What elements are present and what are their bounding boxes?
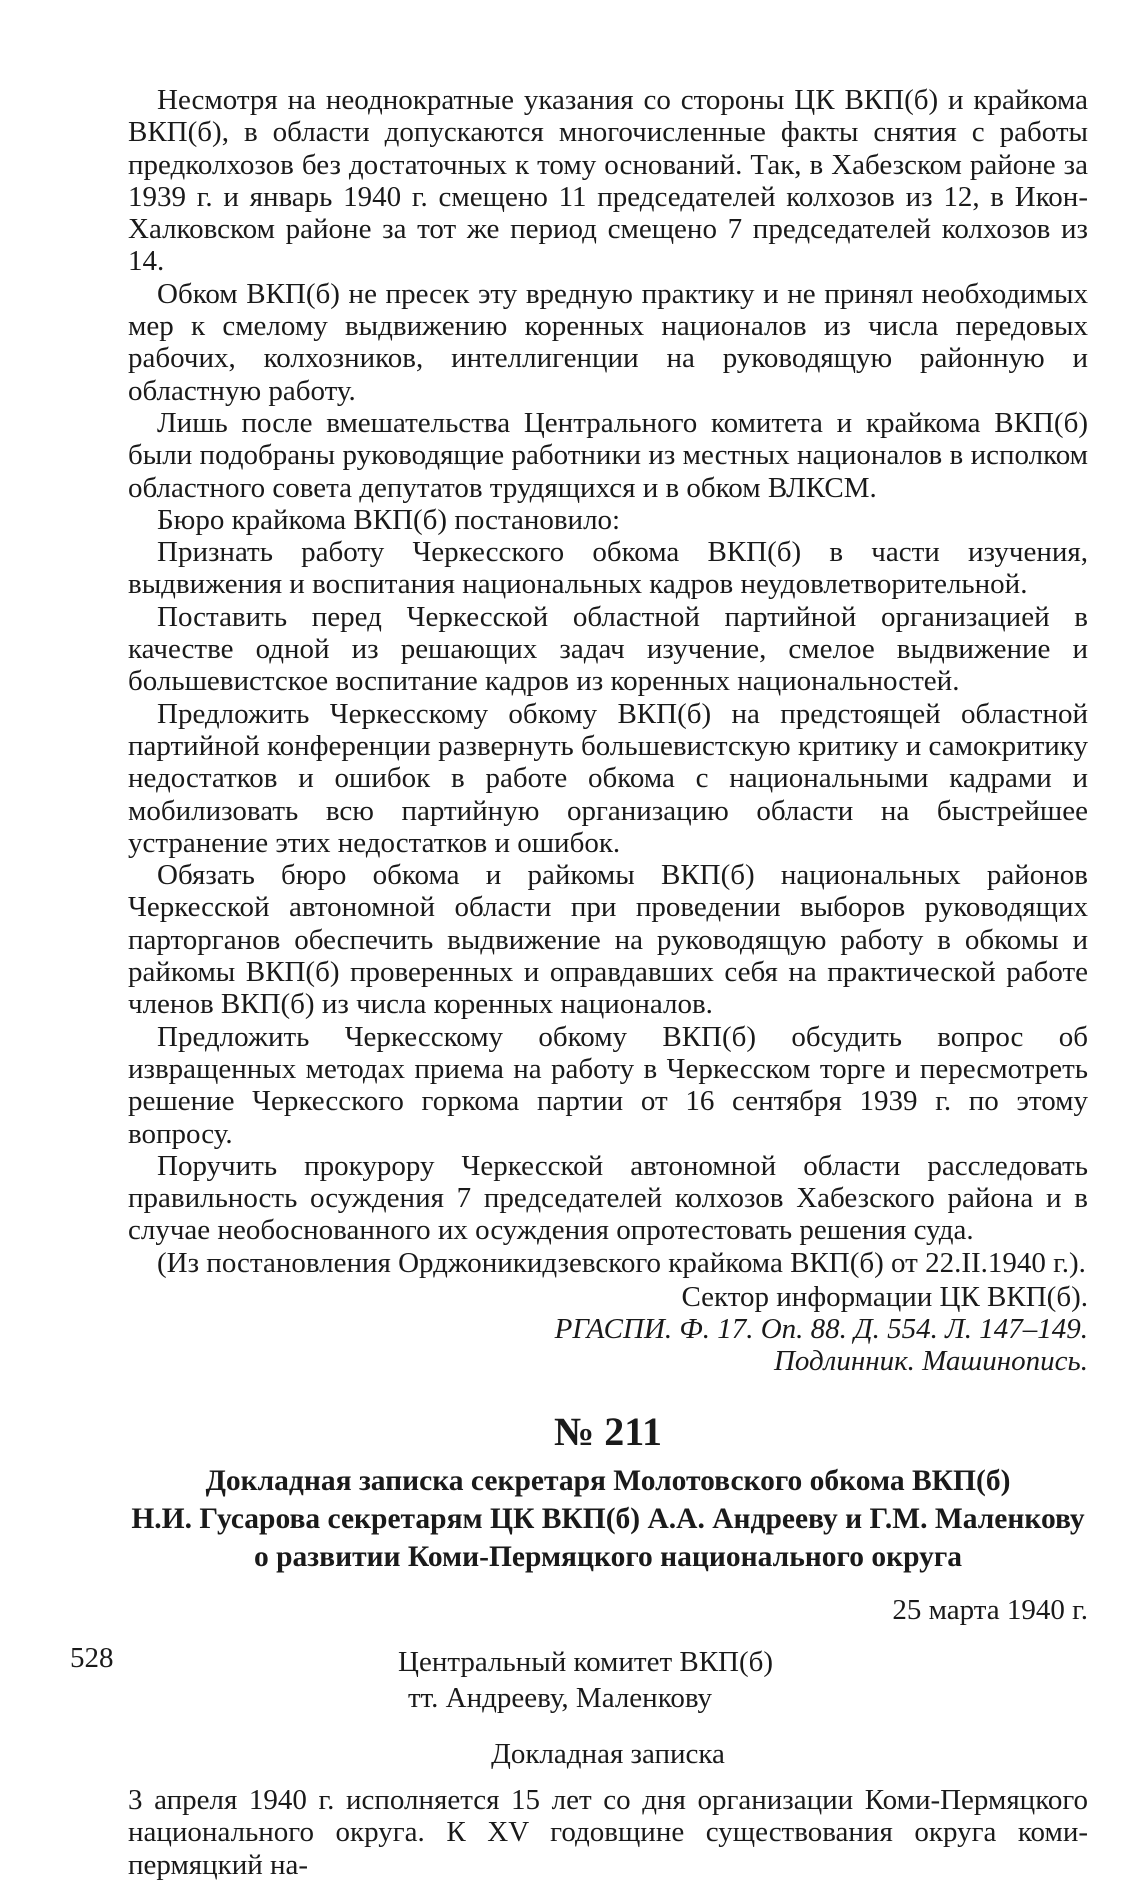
paragraph: Поставить перед Черкесской областной партийной организацией в качестве одной из решающих задач изучение, смелое выдвижение и большевистское воспитание кадров из коренных национальностей.: [128, 600, 1088, 698]
paragraph: Признать работу Черкесского обкома ВКП(б) в части изучения, выдвижения и воспитания национальных кадров неудовлетворительной.: [128, 536, 1088, 601]
source-citation: (Из постановления Орджоникидзевского крайкома ВКП(б) от 22.II.1940 г.).: [157, 1246, 1086, 1279]
paragraph: Предложить Черкесскому обкому ВКП(б) обсудить вопрос об извращенных методах приема на работу в Черкесском торге и пересмотреть решение Черкесского горкома партии от 16 сентября 1939 г. по этому вопросу.: [128, 1020, 1088, 1150]
paragraph: Поручить прокурору Черкесской автономной области расследовать правильность осуждения 7 председателей колхозов Хабезского района и в случае необоснованного их осуждения опротестовать решения суда.: [128, 1149, 1088, 1247]
document-number: № 211: [554, 1408, 662, 1454]
paragraph: Предложить Черкесскому обкому ВКП(б) на предстоящей областной партийной конференции развернуть большевистскую критику и самокритику недостатков и ошибок в работе обкома с национальными кадрами и мобилизовать всю партийную организацию области на быстрейшее устранение этих недостатков и ошибок.: [128, 697, 1088, 859]
addressee-organization: Центральный комитет ВКП(б): [398, 1645, 774, 1678]
addressee-block: [128, 1644, 1088, 1716]
memo-heading: Докладная записка: [491, 1737, 725, 1770]
paragraph: Бюро крайкома ВКП(б) постановило:: [157, 503, 621, 536]
document-page: [128, 84, 1088, 1881]
document-title-line: Н.И. Гусарова секретарям ЦК ВКП(б) А.А. Андрееву и Г.М. Маленкову: [131, 1502, 1085, 1535]
archive-type: Подлинник. Машинопись.: [773, 1345, 1088, 1378]
paragraph: Лишь после вмешательства Центрального комитета и крайкома ВКП(б) были подобраны руководящие работники из местных националов в исполком областного совета депутатов трудящихся и в обком ВЛКСМ.: [128, 406, 1088, 504]
addressee-names: тт. Андрееву, Маленкову: [408, 1681, 713, 1714]
paragraph: Обком ВКП(б) не пресек эту вредную практику и не принял необходимых мер к смелому выдвижению коренных националов из числа передовых рабочих, колхозников, интеллигенции на руководящую районную и областную работу.: [128, 277, 1088, 407]
document-date: 25 марта 1940 г.: [892, 1593, 1088, 1626]
document-title-line: о развитии Коми-Пермяцкого национального округа: [254, 1540, 962, 1573]
memo-text: 3 апреля 1940 г. исполняется 15 лет со дня организации Коми-Пермяцкого национального округа. К XV годовщине существования округа коми-пермяцкий на-: [128, 1784, 1088, 1881]
document-title-line: Докладная записка секретаря Молотовского обкома ВКП(б): [205, 1464, 1011, 1497]
paragraph: Обязать бюро обкома и райкомы ВКП(б) национальных районов Черкесской автономной области при проведении выборов руководящих парторганов обеспечить выдвижение на руководящую работу в обкомы и райкомы ВКП(б) проверенных и оправдавших себя на практической работе членов ВКП(б) из числа коренных националов.: [128, 859, 1088, 1021]
paragraph: Несмотря на неоднократные указания со стороны ЦК ВКП(б) и крайкома ВКП(б), в области допускаются многочисленные факты снятия с работы предколхозов без достаточных к тому оснований. Так, в Хабезском районе за 1939 г. и январь 1940 г. смещено 11 председателей колхозов из 12, в Икон-Халковском районе за тот же период смещено 7 председателей колхозов из 14.: [128, 84, 1088, 278]
archive-reference: РГАСПИ. Ф. 17. Оп. 88. Д. 554. Л. 147–149.: [554, 1312, 1088, 1345]
sector-signature: Сектор информации ЦК ВКП(б).: [681, 1280, 1088, 1313]
page-number: 528: [70, 1642, 114, 1674]
document-title: [128, 1462, 1088, 1576]
